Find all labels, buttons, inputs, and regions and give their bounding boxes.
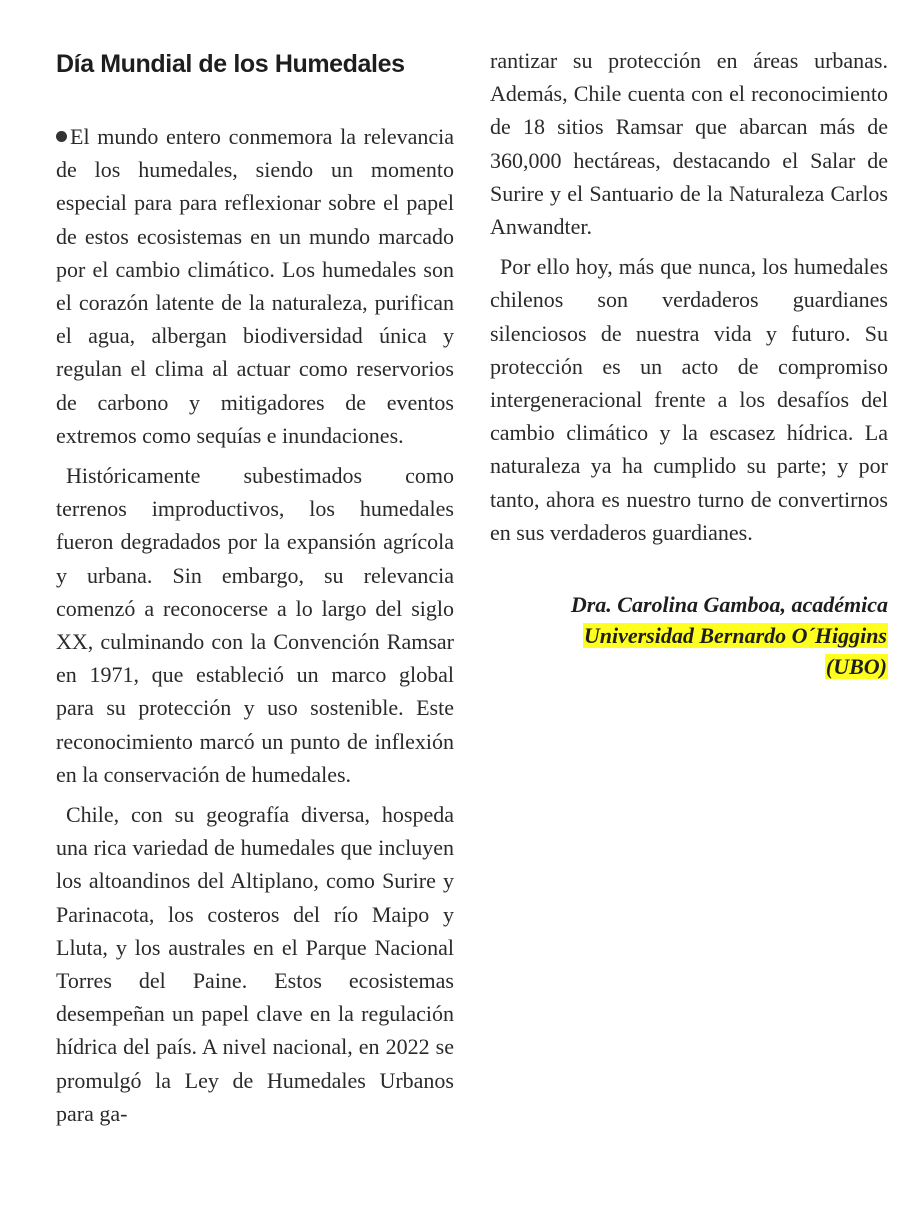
paragraph-5: Por ello hoy, más que nunca, los humedales chilenos son verdaderos guardianes silenciosos de nuestra vida y futuro. Su protección es un acto de compromiso intergeneracional frente a los desafíos del cambio climático y la escasez hídrica. La naturaleza ya ha cumplido su parte; y por tanto, ahora es nuestro turno de convertirnos en sus verdaderos guardianes. — [490, 254, 888, 545]
paragraph-2: Históricamente subestimados como terrenos improductivos, los humedales fueron degradados por la expansión agrícola y urbana. Sin embargo, su relevancia comenzó a reconocerse a lo largo del siglo XX, culminando con la Convención Ramsar en 1971, que estableció un marco global para su protección y uso sostenible. Este reconocimiento marcó un punto de inflexión en la conservación de humedales. — [56, 463, 454, 787]
author-name: Dra. Carolina Gamboa, académica — [570, 592, 888, 618]
author-affiliation-line — [490, 620, 888, 651]
left-column — [56, 44, 454, 1137]
highlighted-acronym: (UBO) — [825, 654, 887, 680]
author-acronym-line — [490, 651, 888, 682]
paragraph-1-text: El mundo entero conmemora la relevancia de los humedales, siendo un momento especial para para reflexionar sobre el papel de estos ecosistemas en un mundo marcado por el cambio climático. Los humedales son el corazón latente de la naturaleza, purifican el agua, albergan biodiversidad única y regulan el clima al actuar como reservorios de carbono y mitigadores de eventos extremos como sequías e inundaciones. — [56, 124, 454, 448]
paragraph-3: Chile, con su geografía diversa, hospeda una rica variedad de humedales que incluyen los altoandinos del Altiplano, como Surire y Parinacota, los costeros del río Maipo y Lluta, y los australes en el Parque Nacional Torres del Paine. Estos ecosistemas desempeñan un papel clave en la regulación hídrica del país. A nivel nacional, en 2022 se promulgó la Ley de Humedales Urbanos para ga- — [56, 802, 454, 1126]
article-title: Día Mundial de los Humedales — [56, 50, 405, 78]
paragraph-4: rantizar su protección en áreas urbanas. Además, Chile cuenta con el reconocimiento de 18 sitios Ramsar que abarcan más de 360,000 hectáreas, destacando el Salar de Surire y el Santuario de la Naturaleza Carlos Anwandter. — [490, 48, 888, 240]
bullet-dot-icon — [56, 131, 67, 142]
right-column — [490, 44, 888, 682]
highlighted-university: Universidad Bernardo O´Higgins — [583, 623, 887, 649]
author-signature — [490, 589, 888, 682]
paragraph-1 — [56, 120, 454, 452]
author-name-line — [490, 589, 888, 620]
